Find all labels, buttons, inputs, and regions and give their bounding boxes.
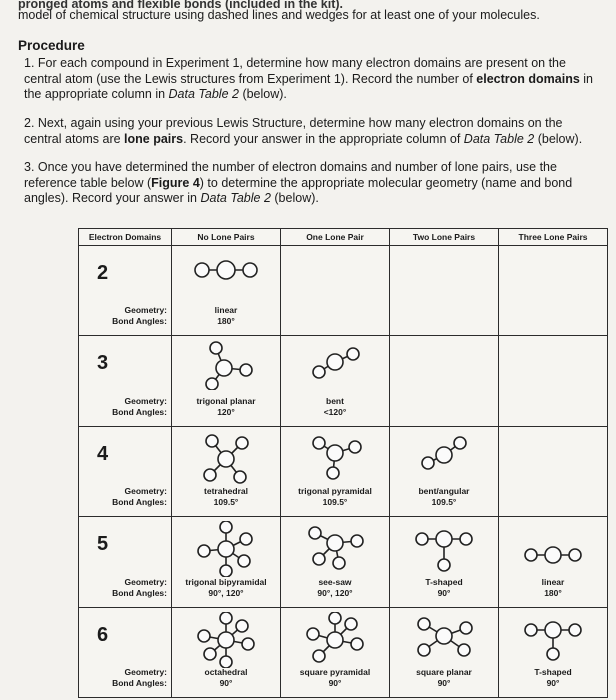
bond-angle: 90° (546, 678, 560, 688)
procedure-step-1 (24, 56, 608, 103)
trigonal-pyramidal-molecule-icon (305, 431, 365, 481)
geometry-cell (390, 607, 499, 697)
step-3-text-b2: ) to determine the appropriate molecular geometry (name and bond (199, 175, 573, 190)
bond-angle: 120° (217, 406, 235, 417)
domain-cell (79, 336, 172, 426)
see-saw-molecule-icon (303, 521, 367, 571)
geometry-info (172, 577, 280, 599)
geometry-info (499, 667, 607, 689)
geometry-label: Geometry: (124, 486, 167, 497)
row-labels (112, 577, 167, 599)
header-electron-domains: Electron Domains (79, 229, 172, 246)
geometry-cell (499, 607, 608, 697)
geometry-cell (172, 426, 281, 516)
step-3-line-1: 3. Once you have determined the number of electron domains and number of lone pairs, use the (24, 160, 557, 174)
step-3-line-3 (24, 191, 608, 207)
step-1-text-c2: (below). (238, 87, 287, 101)
geometry-info (172, 667, 280, 689)
geometry-cell (499, 517, 608, 607)
tetrahedral-molecule-icon (196, 431, 256, 487)
geometry-name: trigonal planar (196, 395, 256, 406)
step-2-italic: Data Table 2 (463, 131, 535, 146)
step-1-text-c1: the appropriate column in (24, 87, 169, 101)
step-2-text-b2: . Record your answer in the appropriate column of (183, 131, 464, 146)
step-1-text-end: in (579, 71, 593, 86)
geometry-name: tetrahedral (204, 486, 248, 497)
geometry-cell (281, 336, 390, 426)
domain-cell (79, 517, 172, 607)
geometry-name: square pyramidal (299, 667, 371, 677)
geometry-info (281, 577, 389, 599)
linear-molecule-icon (521, 521, 585, 569)
geometry-cell (281, 426, 390, 516)
geometry-info (390, 667, 498, 689)
domain-count: 3 (97, 352, 109, 375)
t-shaped-molecule-icon (412, 521, 476, 573)
geometry-info (172, 305, 280, 327)
step-2-text-b3: (below). (534, 131, 583, 146)
geometry-name: bent (326, 395, 344, 406)
bent-molecule-icon (305, 340, 365, 384)
geometry-info (172, 486, 280, 508)
molecular-geometry-table (78, 228, 608, 698)
step-2-line-1: 2. Next, again using your previous Lewis Structure, determine how many electron domains on the (24, 116, 563, 130)
geometry-info (390, 577, 498, 599)
bent-angular-molecule-icon (414, 431, 474, 475)
header-no-lone-pairs: No Lone Pairs (172, 229, 281, 246)
procedure-step-2 (24, 116, 608, 147)
geometry-cell (172, 246, 281, 336)
row-labels (112, 667, 167, 689)
geometry-name: T-shaped (425, 576, 463, 587)
t-shaped-molecule-icon (521, 612, 585, 664)
empty-cell (499, 336, 608, 426)
bond-angle: 90° (437, 587, 451, 598)
geometry-name: trigonal bipyramidal (185, 576, 267, 587)
row-labels (112, 396, 167, 418)
trigonal-planar-molecule-icon (196, 340, 256, 390)
bond-angles-label: Bond Angles: (112, 406, 167, 417)
geometry-info (499, 577, 607, 599)
empty-cell (390, 336, 499, 426)
geometry-info (172, 396, 280, 418)
empty-cell (499, 246, 608, 336)
step-3-text-b1: reference table below ( (24, 175, 152, 190)
domain-count: 2 (97, 262, 109, 285)
domain-cell (79, 426, 172, 516)
row-labels (112, 486, 167, 508)
step-1-italic: Data Table 2 (168, 87, 239, 101)
header-one-lone-pair: One Lone Pair (281, 229, 390, 246)
geometry-cell (172, 607, 281, 697)
empty-cell (499, 426, 608, 516)
square-planar-molecule-icon (412, 612, 476, 662)
procedure-heading: Procedure (18, 38, 85, 53)
geometry-label: Geometry: (124, 305, 167, 316)
step-2-text-b1: central atoms are (24, 131, 125, 146)
bond-angle: 90° (437, 678, 451, 688)
step-3-text-c1: angles). Record your answer in (24, 191, 201, 205)
procedure-step-3 (24, 160, 608, 207)
square-pyramidal-molecule-icon (303, 612, 367, 668)
geometry-name: square planar (416, 667, 472, 677)
bond-angle: 90° (219, 678, 233, 688)
geometry-name: T-shaped (534, 667, 572, 677)
step-2-bold: lone pairs (124, 131, 184, 146)
geometry-label: Geometry: (124, 395, 167, 406)
header-two-lone-pairs: Two Lone Pairs (390, 229, 499, 246)
geometry-name: trigonal pyramidal (298, 486, 372, 497)
table-row (79, 517, 608, 607)
geometry-name: see-saw (318, 576, 352, 587)
intro-line: model of chemical structure using dashed lines and wedges for at least one of your molecules. (18, 8, 540, 22)
geometry-cell (172, 336, 281, 426)
domain-cell (79, 607, 172, 697)
bond-angles-label: Bond Angles: (112, 316, 167, 327)
step-1-line-1: 1. For each compound in Experiment 1, determine how many electron domains are present on the (24, 56, 566, 70)
table-row (79, 336, 608, 426)
step-3-bold: Figure 4 (151, 175, 200, 190)
geometry-label: Geometry: (124, 667, 167, 677)
domain-count: 6 (97, 623, 109, 646)
geometry-cell (281, 517, 390, 607)
step-2-line-2 (24, 132, 608, 148)
domain-count: 4 (97, 442, 109, 465)
intro-cut-line: pronged atoms and flexible bonds (included in the kit). (18, 0, 344, 11)
linear-molecule-icon (190, 250, 262, 290)
bond-angle: <120° (323, 406, 347, 417)
geometry-info (390, 486, 498, 508)
bond-angle: 90°, 120° (208, 587, 244, 598)
step-1-text: central atom (use the Lewis structures from Experiment 1). Record the number of (24, 71, 477, 86)
step-1-bold: electron domains (476, 71, 580, 86)
step-1-line-2 (24, 72, 608, 88)
geometry-name: linear (214, 305, 238, 316)
step-3-text-c2: (below). (270, 191, 319, 205)
domain-cell (79, 246, 172, 336)
geometry-cell (390, 426, 499, 516)
bond-angle: 90°, 120° (317, 587, 353, 598)
geometry-cell (390, 517, 499, 607)
step-3-italic: Data Table 2 (200, 191, 271, 205)
domain-count: 5 (97, 533, 109, 556)
empty-cell (390, 246, 499, 336)
octahedral-molecule-icon (194, 612, 258, 668)
table-row (79, 246, 608, 336)
bond-angle: 180° (544, 587, 562, 598)
geometry-cell (172, 517, 281, 607)
bond-angles-label: Bond Angles: (112, 587, 167, 598)
bond-angle: 109.5° (431, 497, 457, 508)
geometry-name: bent/angular (418, 486, 470, 497)
table-header-row (79, 229, 608, 246)
trigonal-bipyramidal-molecule-icon (194, 521, 258, 577)
geometry-name: linear (541, 576, 565, 587)
geometry-info (281, 396, 389, 418)
geometry-info (281, 486, 389, 508)
geometry-label: Geometry: (124, 576, 167, 587)
header-three-lone-pairs: Three Lone Pairs (499, 229, 608, 246)
bond-angles-label: Bond Angles: (112, 497, 167, 508)
bond-angles-label: Bond Angles: (112, 678, 167, 688)
geometry-name: octahedral (204, 667, 248, 677)
bond-angle: 180° (217, 316, 235, 327)
geometry-info (281, 667, 389, 689)
bond-angle: 109.5° (213, 497, 239, 508)
table-row (79, 607, 608, 697)
bond-angle: 109.5° (322, 497, 348, 508)
empty-cell (281, 246, 390, 336)
row-labels (112, 305, 167, 327)
step-3-line-2 (24, 176, 608, 192)
geometry-cell (281, 607, 390, 697)
step-1-line-3 (24, 87, 608, 103)
table-row (79, 426, 608, 516)
bond-angle: 90° (328, 678, 342, 688)
